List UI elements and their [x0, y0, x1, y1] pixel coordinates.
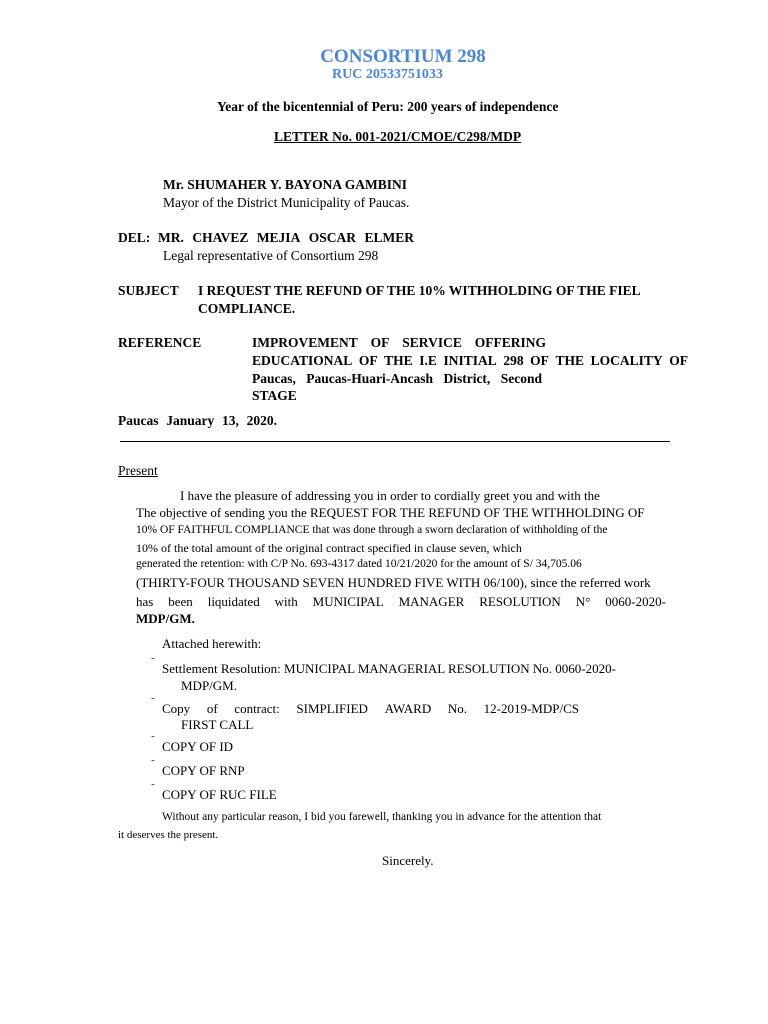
- greeting: Present: [118, 463, 158, 478]
- reference-line-2: EDUCATIONAL OF THE I.E INITIAL 298 OF THE LOCALITY OF: [252, 353, 688, 368]
- attached-item-5: COPY OF RUC FILE: [162, 787, 277, 802]
- body-line-7: has been liquidated with MUNICIPAL MANAGER RESOLUTION N° 0060-2020-: [136, 594, 666, 609]
- body-line-1: I have the pleasure of addressing you in order to cordially greet you and with the: [180, 488, 600, 503]
- recipient-name: Mr. SHUMAHER Y. BAYONA GAMBINI: [163, 177, 408, 192]
- reference-line-4: STAGE: [252, 388, 297, 403]
- closing-line-1: Without any particular reason, I bid you farewell, thanking you in advance for the attention that: [162, 811, 602, 823]
- body-line-2: The objective of sending you the REQUEST FOR THE REFUND OF THE WITHHOLDING OF: [136, 505, 645, 520]
- reference-line-3: Paucas, Paucas-Huari-Ancash District, Second: [252, 371, 542, 386]
- body-line-5: generated the retention: with C/P No. 693-4317 dated 10/21/2020 for the amount of S/ 34,705.06: [136, 558, 582, 570]
- attached-item-4: COPY OF RNP: [162, 763, 245, 778]
- sender-label: DEL:: [118, 230, 151, 245]
- company-name: CONSORTIUM 298: [320, 46, 486, 67]
- body-line-8: MDP/GM.: [136, 611, 195, 626]
- body-line-6: (THIRTY-FOUR THOUSAND SEVEN HUNDRED FIVE WITH 06/100), since the referred work: [136, 575, 651, 590]
- bullet-icon: ˜: [151, 734, 155, 746]
- sincerely: Sincerely.: [382, 853, 434, 868]
- reference-label: REFERENCE: [118, 335, 202, 350]
- bullet-icon: ˜: [151, 782, 155, 794]
- attached-item-2: Copy of contract: SIMPLIFIED AWARD No. 12-2019-MDP/CS: [162, 701, 579, 716]
- attached-item-3: COPY OF ID: [162, 739, 234, 754]
- subject-line-2: COMPLIANCE.: [198, 301, 296, 316]
- letter-number: LETTER No. 001-2021/CMOE/C298/MDP: [274, 129, 522, 144]
- recipient-title: Mayor of the District Municipality of Paucas.: [163, 195, 410, 210]
- reference-line-1: IMPROVEMENT OF SERVICE OFFERING: [252, 335, 546, 350]
- bullet-icon: ˜: [151, 758, 155, 770]
- horizontal-divider: [120, 441, 670, 442]
- sender-name: MR. CHAVEZ MEJIA OSCAR ELMER: [158, 230, 414, 245]
- closing-line-2: it deserves the present.: [118, 829, 219, 841]
- attached-item-1-cont: MDP/GM.: [181, 678, 237, 693]
- year-motto: Year of the bicentennial of Peru: 200 years of independence: [217, 99, 559, 114]
- ruc-number: RUC 20533751033: [332, 67, 443, 82]
- place-date: Paucas January 13, 2020.: [118, 413, 277, 428]
- bullet-icon: ˜: [151, 696, 155, 708]
- subject-line-1: I REQUEST THE REFUND OF THE 10% WITHHOLDING OF THE FIEL: [198, 283, 641, 298]
- bullet-icon: ˜: [151, 656, 155, 668]
- attached-item-2-cont: FIRST CALL: [181, 717, 254, 732]
- attached-label: Attached herewith:: [162, 636, 262, 651]
- sender-title: Legal representative of Consortium 298: [163, 248, 379, 263]
- body-line-4: 10% of the total amount of the original contract specified in clause seven, which: [136, 541, 522, 555]
- body-line-3: 10% OF FAITHFUL COMPLIANCE that was done through a sworn declaration of withholding of the: [136, 524, 608, 536]
- subject-label: SUBJECT: [118, 283, 179, 298]
- attached-item-1: Settlement Resolution: MUNICIPAL MANAGERIAL RESOLUTION No. 0060-2020-: [162, 661, 616, 676]
